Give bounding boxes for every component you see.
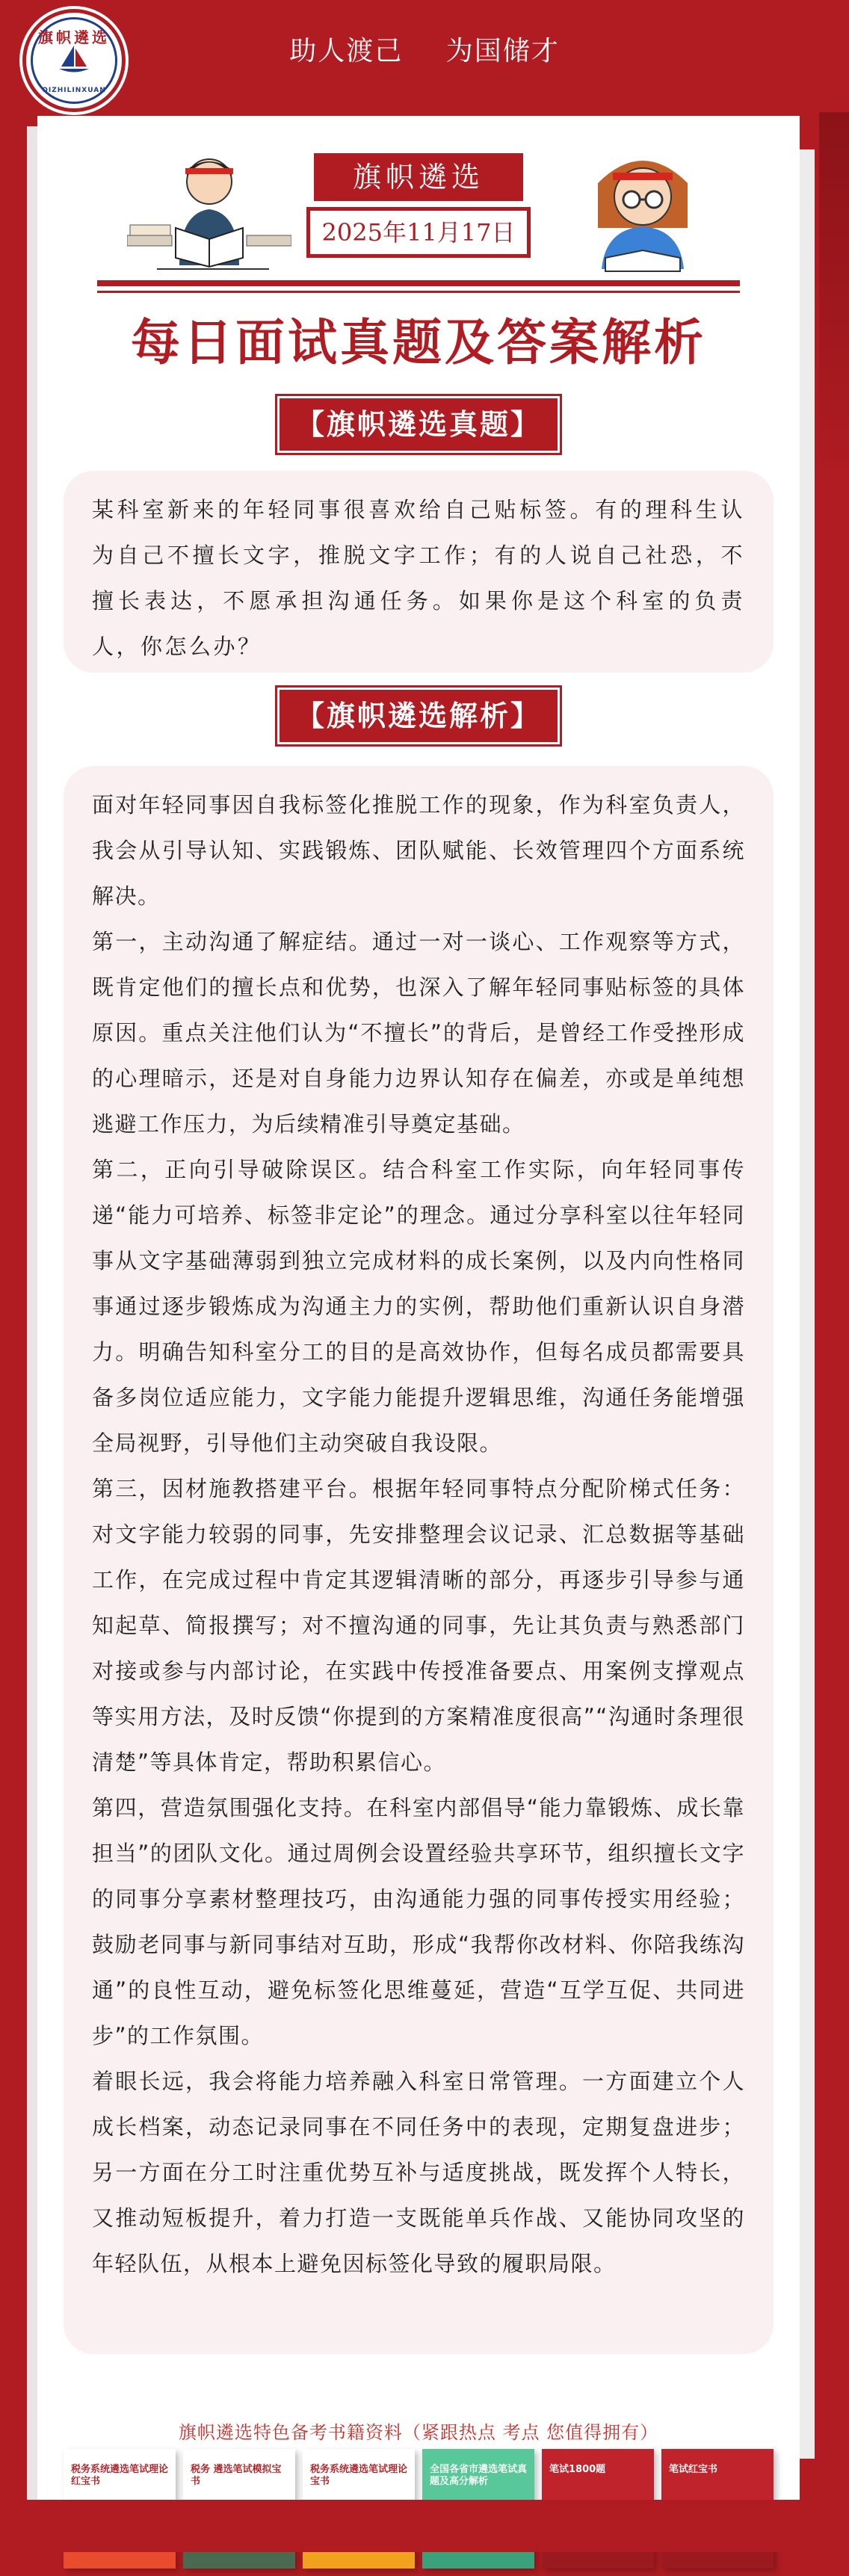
date-badge (306, 207, 531, 258)
header-rule-thin (97, 291, 740, 293)
writing-student-illustration (561, 146, 725, 277)
analysis-section-tag: 【旗帜遴选解析】 (277, 688, 560, 744)
header-area (37, 116, 800, 325)
reading-student-illustration (127, 146, 291, 277)
question-section-tag: 【旗帜遴选真题】 (277, 396, 560, 453)
slogan (0, 30, 849, 68)
analysis-paragraph: 第四，营造氛围强化支持。在科室内部倡导“能力靠锻炼、成长靠担当”的团队文化。通过周例会设置经验共享环节，组织擅长文字的同事分享素材整理技巧，由沟通能力强的同事传授实用经验；鼓励老同事与新同事结对互助，形成“我帮你改材料、你陪我练沟通”的良性互动，避免标签化思维蔓延，营造“互学互促、共同进步”的工作氛围。 (92, 1795, 745, 2048)
content-paper (37, 116, 800, 2500)
book-title: 笔试1800题 (549, 2464, 606, 2475)
header-rule (97, 280, 740, 286)
analysis-paragraph: 面对年轻同事因自我标签化推脱工作的现象，作为科室负责人，我会从引导认知、实践锻炼、团队赋能、长效管理四个方面系统解决。 (92, 792, 745, 909)
logo-bottom-text: QIZHILINXUAN (42, 87, 106, 94)
top-bar (0, 0, 849, 112)
book-title: 笔试红宝书 (669, 2464, 718, 2475)
date-text: 2025年11月17日 (310, 211, 527, 254)
analysis-paragraph: 第三，因材施教搭建平台。根据年轻同事特点分配阶梯式任务：对文字能力较弱的同事，先安排整理会议记录、汇总数据等基础工作，在完成过程中肯定其逻辑清晰的部分，再逐步引导参与通知起草、简报撰写；对不擅沟通的同事，先让其负责与熟悉部门对接或参与内部讨论，在实践中传授准备要点、用案例支撑观点等实用方法，及时反馈“你提到的方案精准度很高”“沟通时条理很清楚”等具体肯定，帮助积累信心。 (92, 1476, 745, 1775)
slogan-right: 为国储才 (445, 36, 560, 67)
book-title: 税务系统遴选笔试理论宝书 (310, 2464, 408, 2487)
bottom-bar (0, 2500, 849, 2552)
analysis-paragraph: 着眼长远，我会将能力培养融入科室日常管理。一方面建立个人成长档案，动态记录同事在不同任务中的表现，定期复盘进步；另一方面在分工时注重优势互补与适度挑战，既发挥个人特长，又推动短板提升，着力打造一支既能单兵作战、又能协同攻坚的年轻队伍，从根本上避免因标签化导致的履职局限。 (92, 2069, 745, 2276)
question-text: 某科室新来的年轻同事很喜欢给自己贴标签。有的理科生认为自己不擅长文字，推脱文字工作；有的人说自己社恐，不擅长表达，不愿承担沟通任务。如果你是这个科室的负责人，你怎么办？ (92, 497, 745, 659)
analysis-paragraph: 第一，主动沟通了解症结。通过一对一谈心、工作观察等方式，既肯定他们的擅长点和优势，也深入了解年轻同事贴标签的具体原因。重点关注他们认为“不擅长”的背后，是曾经工作受挫形成的心理暗示，还是对自身能力边界认知存在偏差，亦或是单纯想逃避工作压力，为后续精准引导奠定基础。 (92, 929, 745, 1137)
books-caption: 旗帜遴选特色备考书籍资料（紧跟热点 考点 您值得拥有） (178, 2422, 659, 2443)
book-title: 税务 遴选笔试模拟宝书 (191, 2464, 282, 2487)
slogan-left: 助人渡己 (289, 36, 404, 67)
decorative-stripe (819, 112, 849, 486)
logo-top-text: 旗帜遴选 (38, 28, 110, 46)
analysis-card (64, 766, 774, 2354)
analysis-paragraph: 第二，正向引导破除误区。结合科室工作实际，向年轻同事传递“能力可培养、标签非定论”的理念。通过分享科室以往年轻同事从文字基础薄弱到独立完成材料的成长案例，以及内向性格同事通过逐步锻炼成为沟通主力的实例，帮助他们重新认识自身潜力。明确告知科室分工的目的是高效协作，但每名成员都需要具备多岗位适应能力，文字能力能提升逻辑思维，沟通任务能增强全局视野，引导他们主动突破自我设限。 (92, 1157, 745, 1456)
page-title: 每日面试真题及答案解析 (131, 314, 706, 371)
badge-title: 旗帜遴选 (314, 153, 523, 201)
book-title: 税务系统遴选笔试理论红宝书 (71, 2464, 169, 2487)
question-card (64, 471, 774, 673)
paper-shadow (800, 149, 815, 2459)
header-badge (306, 153, 531, 258)
book-title: 全国各省市遴选笔试真题及高分解析 (430, 2464, 528, 2487)
